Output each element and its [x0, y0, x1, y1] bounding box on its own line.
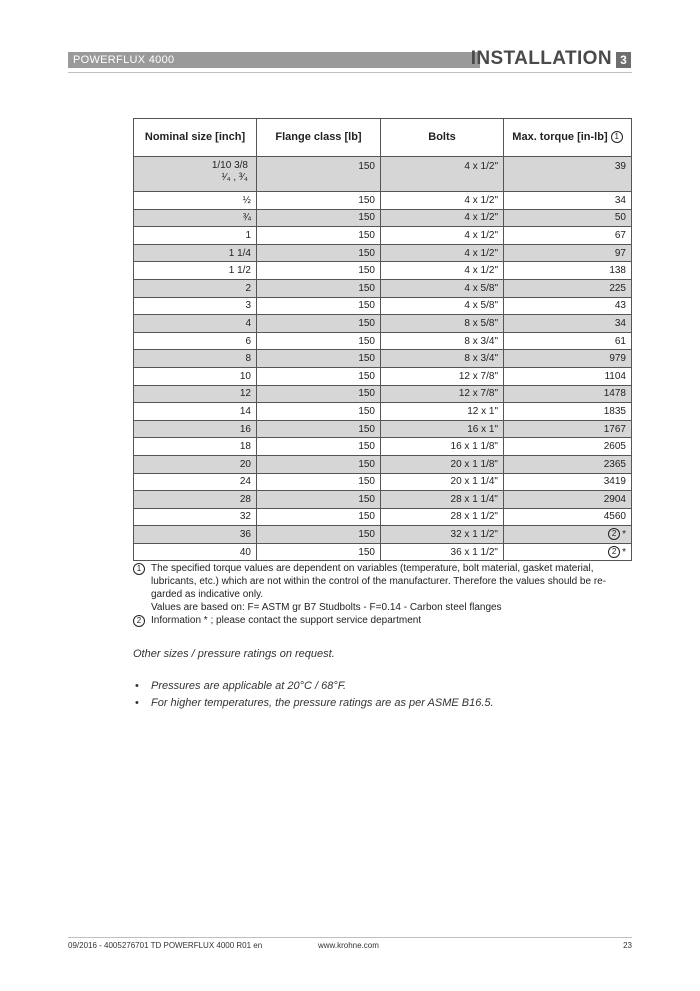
cell-bolts: 20 x 1 1/4": [381, 473, 504, 491]
cell-size: 1 1/4: [134, 244, 257, 262]
cell-size: 18: [134, 438, 257, 456]
cell-size: 6: [134, 332, 257, 350]
cell-bolts: 20 x 1 1/8": [381, 455, 504, 473]
cell-size: ½: [134, 192, 257, 210]
cell-size: 24: [134, 473, 257, 491]
cell-torque: [504, 526, 632, 544]
cell-bolts: 4 x 5/8": [381, 297, 504, 315]
cell-torque: 2904: [504, 491, 632, 509]
header-rule: [68, 72, 632, 73]
cell-bolts: 4 x 5/8": [381, 279, 504, 297]
cell-bolts: 8 x 3/4": [381, 350, 504, 368]
table-row: [134, 508, 632, 526]
table-row: [134, 227, 632, 245]
table-row: [134, 315, 632, 333]
bullet-list: [133, 678, 633, 712]
footnote-1-extra: Values are based on: F= ASTM gr B7 Studbolts - F=0.14 - Carbon steel flanges: [151, 602, 502, 613]
table-row: [134, 297, 632, 315]
cell-torque: 1767: [504, 420, 632, 438]
cell-size: 14: [134, 403, 257, 421]
cell-bolts: 32 x 1 1/2": [381, 526, 504, 544]
cell-bolts: 4 x 1/2": [381, 244, 504, 262]
cell-bolts: 28 x 1 1/2": [381, 508, 504, 526]
cell-torque: 3419: [504, 473, 632, 491]
table-row: [134, 332, 632, 350]
footer-doc-ref: 09/2016 - 4005276701 TD POWERFLUX 4000 R01 en: [68, 941, 263, 950]
col-max-torque: [504, 119, 632, 157]
cell-flange: 150: [257, 403, 381, 421]
cell-flange: 150: [257, 385, 381, 403]
product-name: POWERFLUX 4000: [73, 54, 175, 66]
footer-website-link[interactable]: www.krohne.com: [318, 941, 379, 950]
cell-size: 3: [134, 297, 257, 315]
cell-flange: 150: [257, 455, 381, 473]
cell-size: 12: [134, 385, 257, 403]
torque-table: [133, 118, 632, 561]
cell-flange: 150: [257, 350, 381, 368]
cell-bolts: 12 x 7/8": [381, 367, 504, 385]
table-header-row: [134, 119, 632, 157]
cell-flange: 150: [257, 279, 381, 297]
col-flange-class: Flange class [lb]: [257, 119, 381, 157]
table-row: [134, 420, 632, 438]
table-row: [134, 385, 632, 403]
col-nominal-size: Nominal size [inch]: [134, 119, 257, 157]
cell-size: 32: [134, 508, 257, 526]
torque-suffix: *: [622, 529, 626, 541]
footnote-2-marker-icon: 2: [608, 546, 620, 558]
cell-bolts: 28 x 1 1/4": [381, 491, 504, 509]
max-torque-label: Max. torque [in-lb]: [512, 131, 608, 143]
size-line-1: 1/10 3/8: [211, 160, 248, 171]
cell-flange: 150: [257, 491, 381, 509]
cell-torque: 97: [504, 244, 632, 262]
table-row: [134, 350, 632, 368]
footnote-2-text: Information * ; please contact the support service department: [151, 615, 422, 626]
cell-torque: 138: [504, 262, 632, 280]
table-row: [134, 367, 632, 385]
chapter-number: 3: [616, 52, 631, 68]
cell-bolts: 36 x 1 1/2": [381, 543, 504, 561]
cell-flange: 150: [257, 209, 381, 227]
table-row: [134, 192, 632, 210]
cell-flange: 150: [257, 367, 381, 385]
cell-bolts: 12 x 7/8": [381, 385, 504, 403]
cell-flange: 150: [257, 438, 381, 456]
cell-size: 4: [134, 315, 257, 333]
cell-bolts: 4 x 1/2": [381, 227, 504, 245]
cell-flange: 150: [257, 508, 381, 526]
cell-torque: [504, 543, 632, 561]
cell-torque: 1835: [504, 403, 632, 421]
cell-bolts: 4 x 1/2": [381, 209, 504, 227]
bullet-item: • For higher temperatures, the pressure ratings are as per ASME B16.5.: [133, 695, 633, 712]
cell-flange: 150: [257, 526, 381, 544]
cell-flange: 150: [257, 262, 381, 280]
cell-bolts: 8 x 3/4": [381, 332, 504, 350]
table-row: [134, 455, 632, 473]
cell-size: 1 1/2: [134, 262, 257, 280]
cell-torque: 225: [504, 279, 632, 297]
cell-torque: 4560: [504, 508, 632, 526]
cell-flange: 150: [257, 315, 381, 333]
cell-flange: 150: [257, 543, 381, 561]
cell-size: 16: [134, 420, 257, 438]
cell-torque: 34: [504, 315, 632, 333]
table-row: [134, 543, 632, 561]
cell-bolts: 4 x 1/2": [381, 262, 504, 280]
cell-flange: 150: [257, 332, 381, 350]
torque-suffix: *: [622, 546, 626, 558]
table-row: [134, 403, 632, 421]
cell-size: 40: [134, 543, 257, 561]
size-line-2: ¹⁄₄ , ³⁄₄: [221, 172, 248, 183]
cell-size: 1: [134, 227, 257, 245]
col-bolts: Bolts: [381, 119, 504, 157]
footnote-1-text: The specified torque values are dependent on variables (temperature, bolt material, gasket material, lubricants, etc.) which are not within the control of the manufacturer. Therefore the values should be re-garded as indicative only.: [151, 563, 607, 600]
cell-torque: 2365: [504, 455, 632, 473]
footnote-2-icon: 2: [133, 615, 145, 627]
footnote-1: [133, 562, 633, 601]
table-row: [134, 209, 632, 227]
cell-flange: 150: [257, 157, 381, 192]
cell-bolts: 16 x 1 1/8": [381, 438, 504, 456]
table-row: [134, 526, 632, 544]
cell-flange: 150: [257, 420, 381, 438]
cell-flange: 150: [257, 297, 381, 315]
cell-size: 2: [134, 279, 257, 297]
cell-torque: 39: [504, 157, 632, 192]
cell-bolts: 16 x 1": [381, 420, 504, 438]
cell-torque: 979: [504, 350, 632, 368]
cell-size: 10: [134, 367, 257, 385]
other-sizes-note: Other sizes / pressure ratings on request.: [133, 648, 335, 660]
page-number: 23: [623, 941, 632, 950]
footnote-1-marker-icon: 1: [611, 131, 623, 143]
cell-size: 36: [134, 526, 257, 544]
table-row: [134, 438, 632, 456]
cell-bolts: 12 x 1": [381, 403, 504, 421]
table-row: [134, 262, 632, 280]
cell-bolts: 4 x 1/2": [381, 157, 504, 192]
cell-torque: 2605: [504, 438, 632, 456]
cell-bolts: 4 x 1/2": [381, 192, 504, 210]
table-row: [134, 491, 632, 509]
cell-flange: 150: [257, 473, 381, 491]
table-row: [134, 157, 632, 192]
cell-torque: 61: [504, 332, 632, 350]
cell-size: 20: [134, 455, 257, 473]
table-row: [134, 279, 632, 297]
cell-size: [134, 157, 257, 192]
cell-flange: 150: [257, 227, 381, 245]
footnotes: [133, 562, 633, 627]
footnote-2-marker-icon: 2: [608, 528, 620, 540]
cell-torque: 1478: [504, 385, 632, 403]
cell-torque: 50: [504, 209, 632, 227]
cell-torque: 43: [504, 297, 632, 315]
cell-torque: 67: [504, 227, 632, 245]
bullet-item: • Pressures are applicable at 20°C / 68°F.: [133, 678, 633, 695]
footer-rule: [68, 937, 632, 938]
table-row: [134, 244, 632, 262]
section-title: INSTALLATION: [470, 48, 612, 69]
table-row: [134, 473, 632, 491]
footnote-2: [133, 614, 633, 627]
cell-size: ¾: [134, 209, 257, 227]
cell-torque: 1104: [504, 367, 632, 385]
cell-size: 28: [134, 491, 257, 509]
cell-size: 8: [134, 350, 257, 368]
cell-torque: 34: [504, 192, 632, 210]
cell-bolts: 8 x 5/8": [381, 315, 504, 333]
cell-flange: 150: [257, 244, 381, 262]
cell-flange: 150: [257, 192, 381, 210]
footnote-1-icon: 1: [133, 563, 145, 575]
